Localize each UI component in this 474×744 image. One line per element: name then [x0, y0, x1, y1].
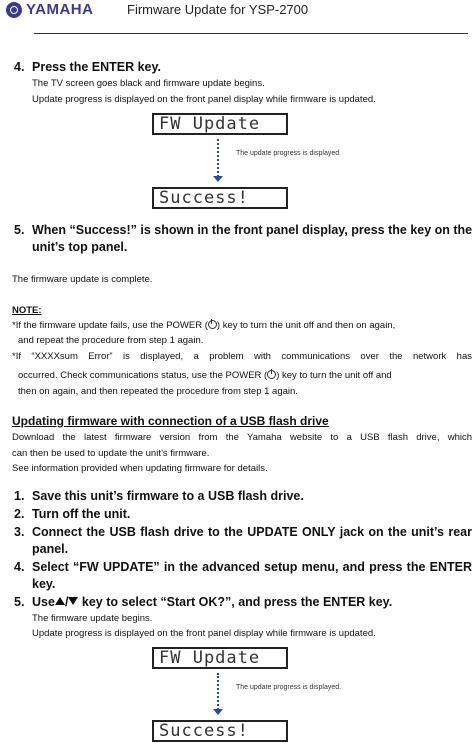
- front-panel-display-update: FW Update: [152, 113, 288, 135]
- step-4-number: 4.: [14, 60, 25, 74]
- usb-intro-line-3: See information provided when updating firmware for details.: [12, 463, 268, 474]
- usb-step-4-text-2: key.: [32, 577, 56, 591]
- power-icon: [208, 320, 217, 329]
- arrow-down-icon: [213, 176, 223, 182]
- note-label: NOTE:: [12, 305, 42, 316]
- brand-name: YAMAHA: [26, 1, 94, 18]
- update-complete-text: The firmware update is complete.: [12, 274, 153, 285]
- usb-step-3-text: Connect the USB flash drive to the UPDATE ONLY jack on the unit’s rear: [32, 525, 472, 539]
- usb-intro-line-2: can then be used to update the unit’s firmware.: [12, 448, 210, 459]
- usb-step-2-number: 2.: [14, 507, 25, 521]
- note-1-line-2: and repeat the procedure from step 1 again.: [18, 335, 204, 346]
- step-5-line-1: When “Success!” is shown in the front panel display, press the key on the: [32, 223, 473, 237]
- usb-step-5-text: Use / key to select “Start OK?”, and press the ENTER key.: [32, 595, 393, 609]
- usb-step-1-number: 1.: [14, 489, 25, 503]
- front-panel-display-success-2: Success!: [152, 720, 288, 742]
- usb-begin-line-2: Update progress is displayed on the front panel display while firmware is updated.: [32, 628, 376, 639]
- step-5-line-2: unit’s top panel.: [32, 240, 128, 254]
- step-4-title: Press the ENTER key.: [32, 60, 161, 74]
- usb-step-2-text: Turn off the unit.: [32, 507, 131, 521]
- usb-step-4-text: Select “FW UPDATE” in the advanced setup menu, and press the ENTER: [32, 560, 472, 574]
- usb-begin-line-1: The firmware update begins.: [32, 613, 153, 624]
- step-4-line-1: The TV screen goes black and firmware update begins.: [32, 78, 265, 89]
- up-arrow-key-icon: [55, 597, 65, 605]
- header-divider: [34, 33, 468, 34]
- yamaha-logo: [6, 1, 93, 18]
- document-title: Firmware Update for YSP-2700: [127, 2, 309, 17]
- note-2-line-1: *If “XXXXsum Error” is displayed, a problem with communications over the network has: [12, 351, 472, 362]
- down-arrow-key-icon: [68, 597, 78, 605]
- front-panel-display-success: Success!: [152, 187, 288, 209]
- power-icon: [267, 370, 276, 379]
- front-panel-display-update-2: FW Update: [152, 647, 288, 669]
- progress-arrow-2: [217, 673, 219, 710]
- progress-caption: The update progress is displayed.: [236, 150, 342, 157]
- arrow-down-icon: [213, 709, 223, 715]
- progress-caption-2: The update progress is displayed.: [236, 684, 342, 691]
- note-2-line-2: occurred. Check communications status, use the POWER ( ) key to turn the unit off and: [18, 370, 392, 381]
- usb-step-5-number: 5.: [14, 595, 25, 609]
- note-1-line-1: *If the firmware update fails, use the POWER ( ) key to turn the unit off and then on again,: [12, 320, 396, 331]
- progress-arrow: [217, 139, 219, 177]
- usb-step-3-text-2: panel.: [32, 542, 69, 556]
- usb-step-4-number: 4.: [14, 560, 25, 574]
- note-2-line-3: then on again, and then repeated the procedure from step 1 again.: [18, 386, 298, 397]
- page-header: [0, 0, 474, 36]
- usb-step-1-text: Save this unit’s firmware to a USB flash drive.: [32, 489, 304, 503]
- usb-section-heading: Updating firmware with connection of a USB flash drive: [12, 414, 329, 428]
- step-4-line-2: Update progress is displayed on the front panel display while firmware is updated.: [32, 94, 376, 105]
- step-5-number: 5.: [14, 223, 25, 237]
- usb-intro-line-1: Download the latest firmware version from the Yamaha website to a USB flash drive, which: [12, 432, 472, 443]
- usb-step-3-number: 3.: [14, 525, 25, 539]
- yamaha-emblem-icon: [6, 2, 22, 18]
